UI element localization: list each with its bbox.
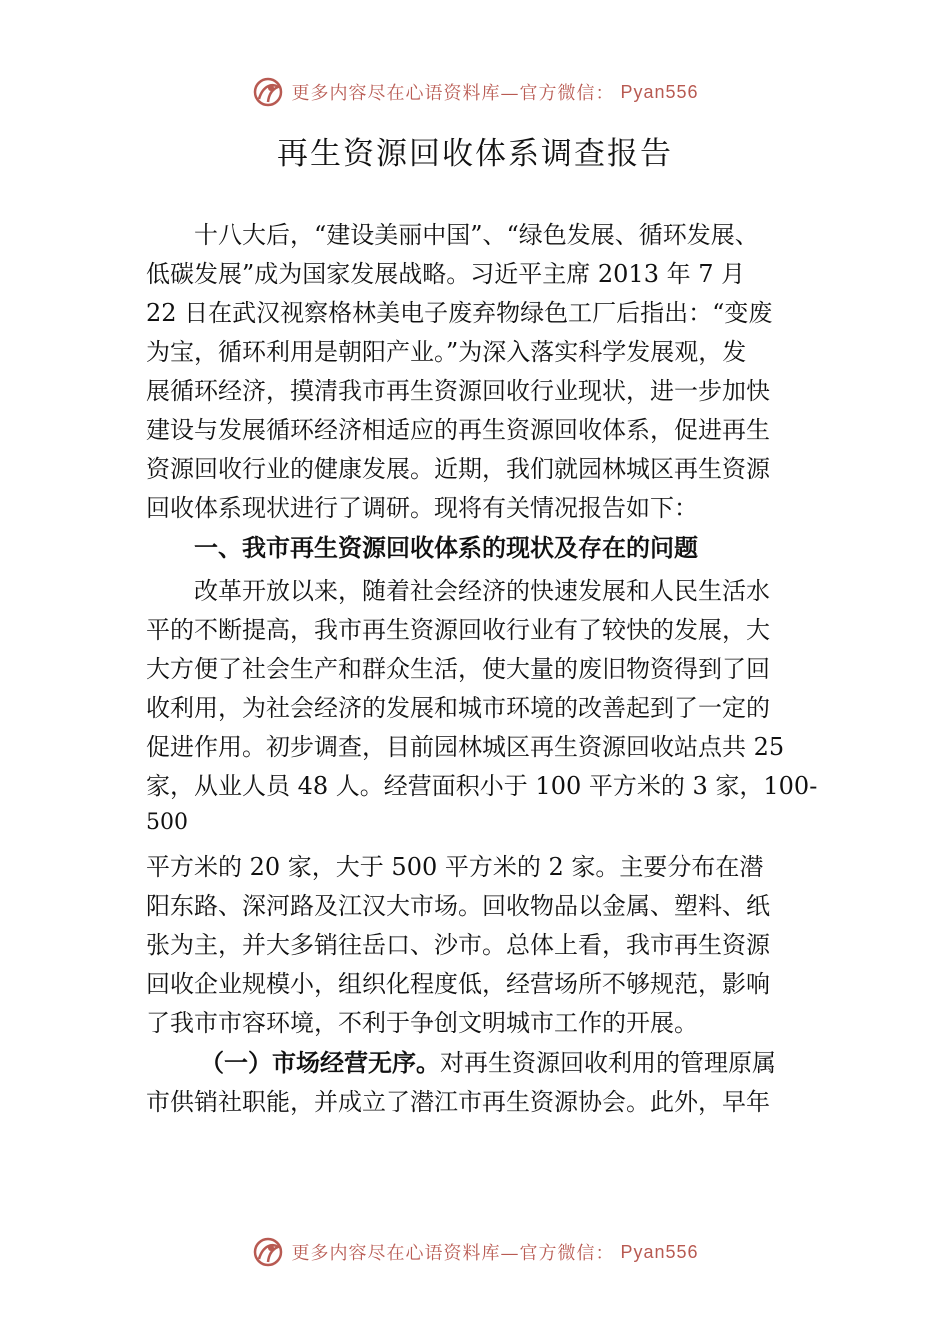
watermark-header — [0, 72, 950, 112]
body-line: 十八大后，“建设美丽中国”、“绿色发展、循环发展、 — [194, 221, 759, 249]
watermark-text: 更多内容尽在心语资料库—官方微信： — [291, 1243, 615, 1264]
body-line: 平方米的 20 家，大于 500 平方米的 2 家。主要分布在潜 — [146, 853, 764, 881]
body-line: 大方便了社会生产和群众生活，使大量的废旧物资得到了回 — [146, 655, 770, 683]
subsection-heading: （一）市场经营无序。 — [200, 1048, 440, 1077]
body-line: 建设与发展循环经济相适应的再生资源回收体系，促进再生 — [146, 416, 770, 444]
body-line: 促进作用。初步调查，目前园林城区再生资源回收站点共 25 — [146, 733, 785, 761]
body-line: 改革开放以来，随着社会经济的快速发展和人民生活水 — [194, 577, 770, 605]
body-line: 阳东路、深河路及江汉大市场。回收物品以金属、塑料、纸 — [146, 892, 770, 920]
body-line: 市供销社职能，并成立了潜江市再生资源协会。此外，早年 — [146, 1088, 770, 1116]
section-heading: 一、我市再生资源回收体系的现状及存在的问题 — [194, 533, 698, 562]
document-title: 再生资源回收体系调查报告 — [277, 136, 673, 172]
watermark-text: 更多内容尽在心语资料库—官方微信： — [291, 83, 615, 104]
body-line: 张为主，并大多销往岳口、沙市。总体上看，我市再生资源 — [146, 931, 770, 959]
watermark-wechat-id: Pyan556 — [620, 81, 699, 102]
watermark-footer — [0, 1232, 950, 1272]
watermark-logo-icon — [251, 1235, 285, 1269]
watermark-wechat-id: Pyan556 — [620, 1241, 699, 1262]
body-line: 回收企业规模小，组织化程度低，经营场所不够规范，影响 — [146, 970, 770, 998]
body-line: 低碳发展”成为国家发展战略。习近平主席 2013 年 7 月 — [146, 260, 746, 288]
subsection-line — [200, 1048, 776, 1078]
subsection-text: 对再生资源回收利用的管理原属 — [440, 1049, 776, 1077]
body-line: 了我市市容环境，不利于争创文明城市工作的开展。 — [146, 1009, 698, 1037]
body-line: 展循环经济，摸清我市再生资源回收行业现状，进一步加快 — [146, 377, 770, 405]
body-line: 资源回收行业的健康发展。近期，我们就园林城区再生资源 — [146, 455, 770, 483]
body-line: 为宝，循环利用是朝阳产业。”为深入落实科学发展观，发 — [146, 338, 747, 366]
body-line: 回收体系现状进行了调研。现将有关情况报告如下： — [146, 494, 698, 522]
body-line: 500 — [146, 810, 188, 835]
body-line: 平的不断提高，我市再生资源回收行业有了较快的发展，大 — [146, 616, 770, 644]
watermark-logo-icon — [251, 75, 285, 109]
body-line: 收利用，为社会经济的发展和城市环境的改善起到了一定的 — [146, 694, 770, 722]
body-line: 家，从业人员 48 人。经营面积小于 100 平方米的 3 家，100- — [146, 772, 818, 800]
body-line: 22 日在武汉视察格林美电子废弃物绿色工厂后指出：“变废 — [146, 299, 773, 327]
